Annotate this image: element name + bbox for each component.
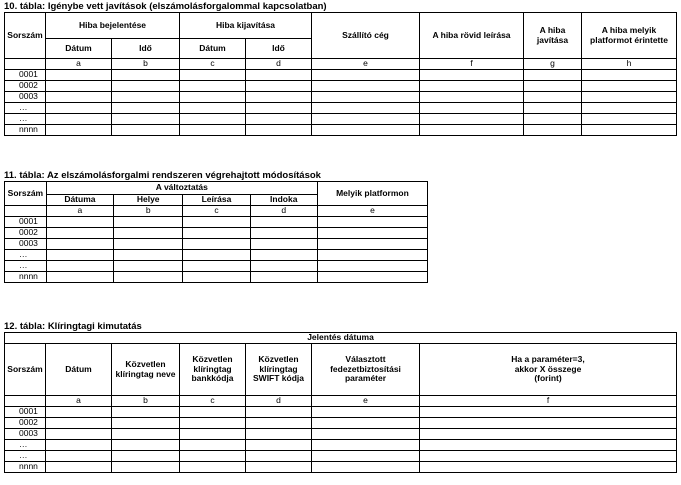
row-number: nnnn <box>5 462 46 473</box>
table12 <box>4 332 677 473</box>
row-number: 0002 <box>5 418 46 429</box>
t11-leirasa-header: Leírása <box>183 195 250 206</box>
row-number: 0003 <box>5 92 46 103</box>
table-row <box>5 114 677 125</box>
table-row <box>5 418 677 429</box>
t10-datum2-header: Dátum <box>180 39 246 59</box>
row-number: nnnn <box>5 125 46 136</box>
table11-caption: 11. tábla: Az elszámolásforgalmi rendszeren végrehajtott módosítások <box>4 170 321 181</box>
row-number: … <box>5 261 47 272</box>
t11-valtoztatas-header: A változtatás <box>46 182 317 195</box>
t12-swift-header: Közvetlen klíringtag SWIFT kódja <box>246 344 312 396</box>
t12-bankkod-header: Közvetlen klíringtag bankkódja <box>180 344 246 396</box>
table-row <box>5 451 677 462</box>
table-row <box>5 228 428 239</box>
table-row <box>5 250 428 261</box>
table-row <box>5 440 677 451</box>
t12-letter: a <box>46 396 112 407</box>
table-row <box>5 125 677 136</box>
t10-letter: e <box>312 59 420 70</box>
t12-letter-blank <box>5 396 46 407</box>
t11-letter-blank <box>5 206 47 217</box>
row-number: 0001 <box>5 407 46 418</box>
table-row <box>5 462 677 473</box>
t11-platform-header: Melyik platformon <box>317 182 427 206</box>
t11-sorszam-header: Sorszám <box>5 182 47 206</box>
t10-datum1-header: Dátum <box>46 39 112 59</box>
row-number: 0001 <box>5 70 46 81</box>
table-row <box>5 261 428 272</box>
t12-sorszam-header: Sorszám <box>5 344 46 396</box>
table12-caption: 12. tábla: Klíringtagi kimutatás <box>4 321 142 332</box>
table10-caption: 10. tábla: Igénybe vett javítások (elszámolásforgalommal kapcsolatban) <box>4 1 327 12</box>
table-row <box>5 81 677 92</box>
t10-letter: h <box>582 59 677 70</box>
row-number: 0001 <box>5 217 47 228</box>
table-row <box>5 429 677 440</box>
t11-datuma-header: Dátuma <box>46 195 113 206</box>
row-number: … <box>5 250 47 261</box>
t12-letter: c <box>180 396 246 407</box>
t10-szallito-header: Szállító cég <box>312 13 420 59</box>
row-number: 0002 <box>5 81 46 92</box>
t10-kijavitas-header: Hiba kijavítása <box>180 13 312 39</box>
t10-sorszam-header: Sorszám <box>5 13 46 59</box>
table-row <box>5 92 677 103</box>
t10-bejelentes-header: Hiba bejelentése <box>46 13 180 39</box>
t11-indoka-header: Indoka <box>250 195 317 206</box>
table-row <box>5 217 428 228</box>
t12-neve-header: Közvetlen klíringtag neve <box>112 344 180 396</box>
t10-letter: f <box>420 59 524 70</box>
t10-letter: b <box>112 59 180 70</box>
table-row <box>5 407 677 418</box>
t12-jelentes-header: Jelentés dátuma <box>5 333 677 344</box>
t12-letter: f <box>420 396 677 407</box>
row-number: 0003 <box>5 429 46 440</box>
row-number: … <box>5 103 46 114</box>
row-number: … <box>5 114 46 125</box>
t10-letter-blank <box>5 59 46 70</box>
row-number: … <box>5 440 46 451</box>
t12-letter: d <box>246 396 312 407</box>
table-row <box>5 239 428 250</box>
row-number: 0002 <box>5 228 47 239</box>
table-row <box>5 103 677 114</box>
t11-letter: a <box>46 206 113 217</box>
table10 <box>4 12 677 136</box>
t10-ido1-header: Idő <box>112 39 180 59</box>
t11-letter: c <box>183 206 250 217</box>
t12-fedezet-header: Választott fedezetbiztosítási paraméter <box>312 344 420 396</box>
t11-helye-header: Helye <box>114 195 183 206</box>
t10-leiras-header: A hiba rövid leírása <box>420 13 524 59</box>
t12-letter: b <box>112 396 180 407</box>
t12-letter: e <box>312 396 420 407</box>
t12-datum-header: Dátum <box>46 344 112 396</box>
table11 <box>4 181 428 283</box>
t10-ido2-header: Idő <box>246 39 312 59</box>
t11-letter: e <box>317 206 427 217</box>
row-number: 0003 <box>5 239 47 250</box>
t11-letter: d <box>250 206 317 217</box>
t12-parameter-header: Ha a paraméter=3, akkor X összege (forint) <box>420 344 677 396</box>
row-number: … <box>5 451 46 462</box>
row-number: nnnn <box>5 272 47 283</box>
t10-javitas-header: A hiba javítása <box>524 13 582 59</box>
t10-letter: g <box>524 59 582 70</box>
t10-letter: d <box>246 59 312 70</box>
table-row <box>5 272 428 283</box>
t10-platform-header: A hiba melyik platformot érintette <box>582 13 677 59</box>
t10-letter: c <box>180 59 246 70</box>
t11-letter: b <box>114 206 183 217</box>
table-row <box>5 70 677 81</box>
t10-letter: a <box>46 59 112 70</box>
